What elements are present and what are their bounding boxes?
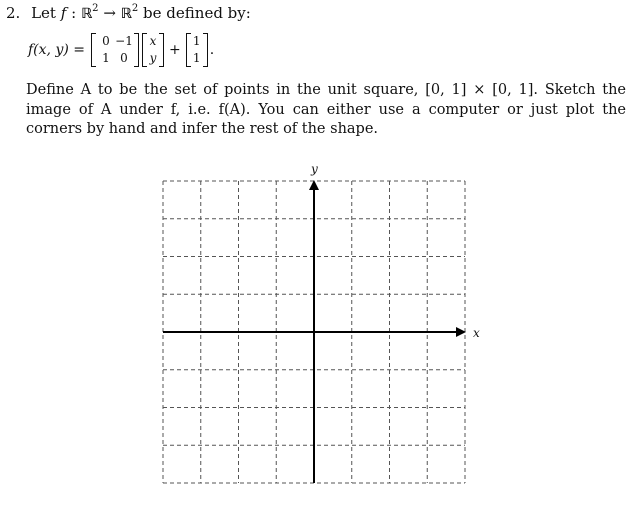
matrix-entry: −1 — [115, 34, 133, 48]
y-axis-label: y — [311, 162, 318, 176]
colon: : — [71, 4, 77, 22]
plus-sign: + — [169, 42, 181, 58]
vector-entry: 1 — [192, 34, 201, 48]
vector-entry: x — [149, 34, 157, 48]
vector-entry: 1 — [192, 51, 201, 65]
instructions-paragraph: Define A to be the set of points in the unit square, [0, 1] × [0, 1]. Sketch the image of A under f, i.e. f(A). You can either use a computer or just plot the corners by hand and infer the rest of the shape. — [26, 82, 626, 137]
matrix-entry: 0 — [102, 34, 110, 48]
x-axis-label: x — [473, 326, 480, 340]
formula-end: . — [209, 42, 215, 58]
matrix-entry: 0 — [120, 51, 128, 65]
problem-lead-tail: be defined by: — [143, 4, 251, 22]
function-name: f — [60, 4, 67, 22]
problem-lead: Let — [31, 4, 56, 22]
vector-entry: y — [149, 51, 157, 65]
maps-to-arrow: → — [103, 4, 116, 22]
codomain-symbol: ℝ — [120, 6, 132, 22]
problem-number: 2. — [6, 4, 21, 22]
codomain-exponent: 2 — [131, 3, 139, 14]
domain-exponent: 2 — [92, 3, 99, 14]
domain-symbol: ℝ — [80, 6, 93, 22]
formula-lhs: f(x, y) = — [28, 42, 85, 58]
matrix-entry: 1 — [102, 51, 110, 65]
